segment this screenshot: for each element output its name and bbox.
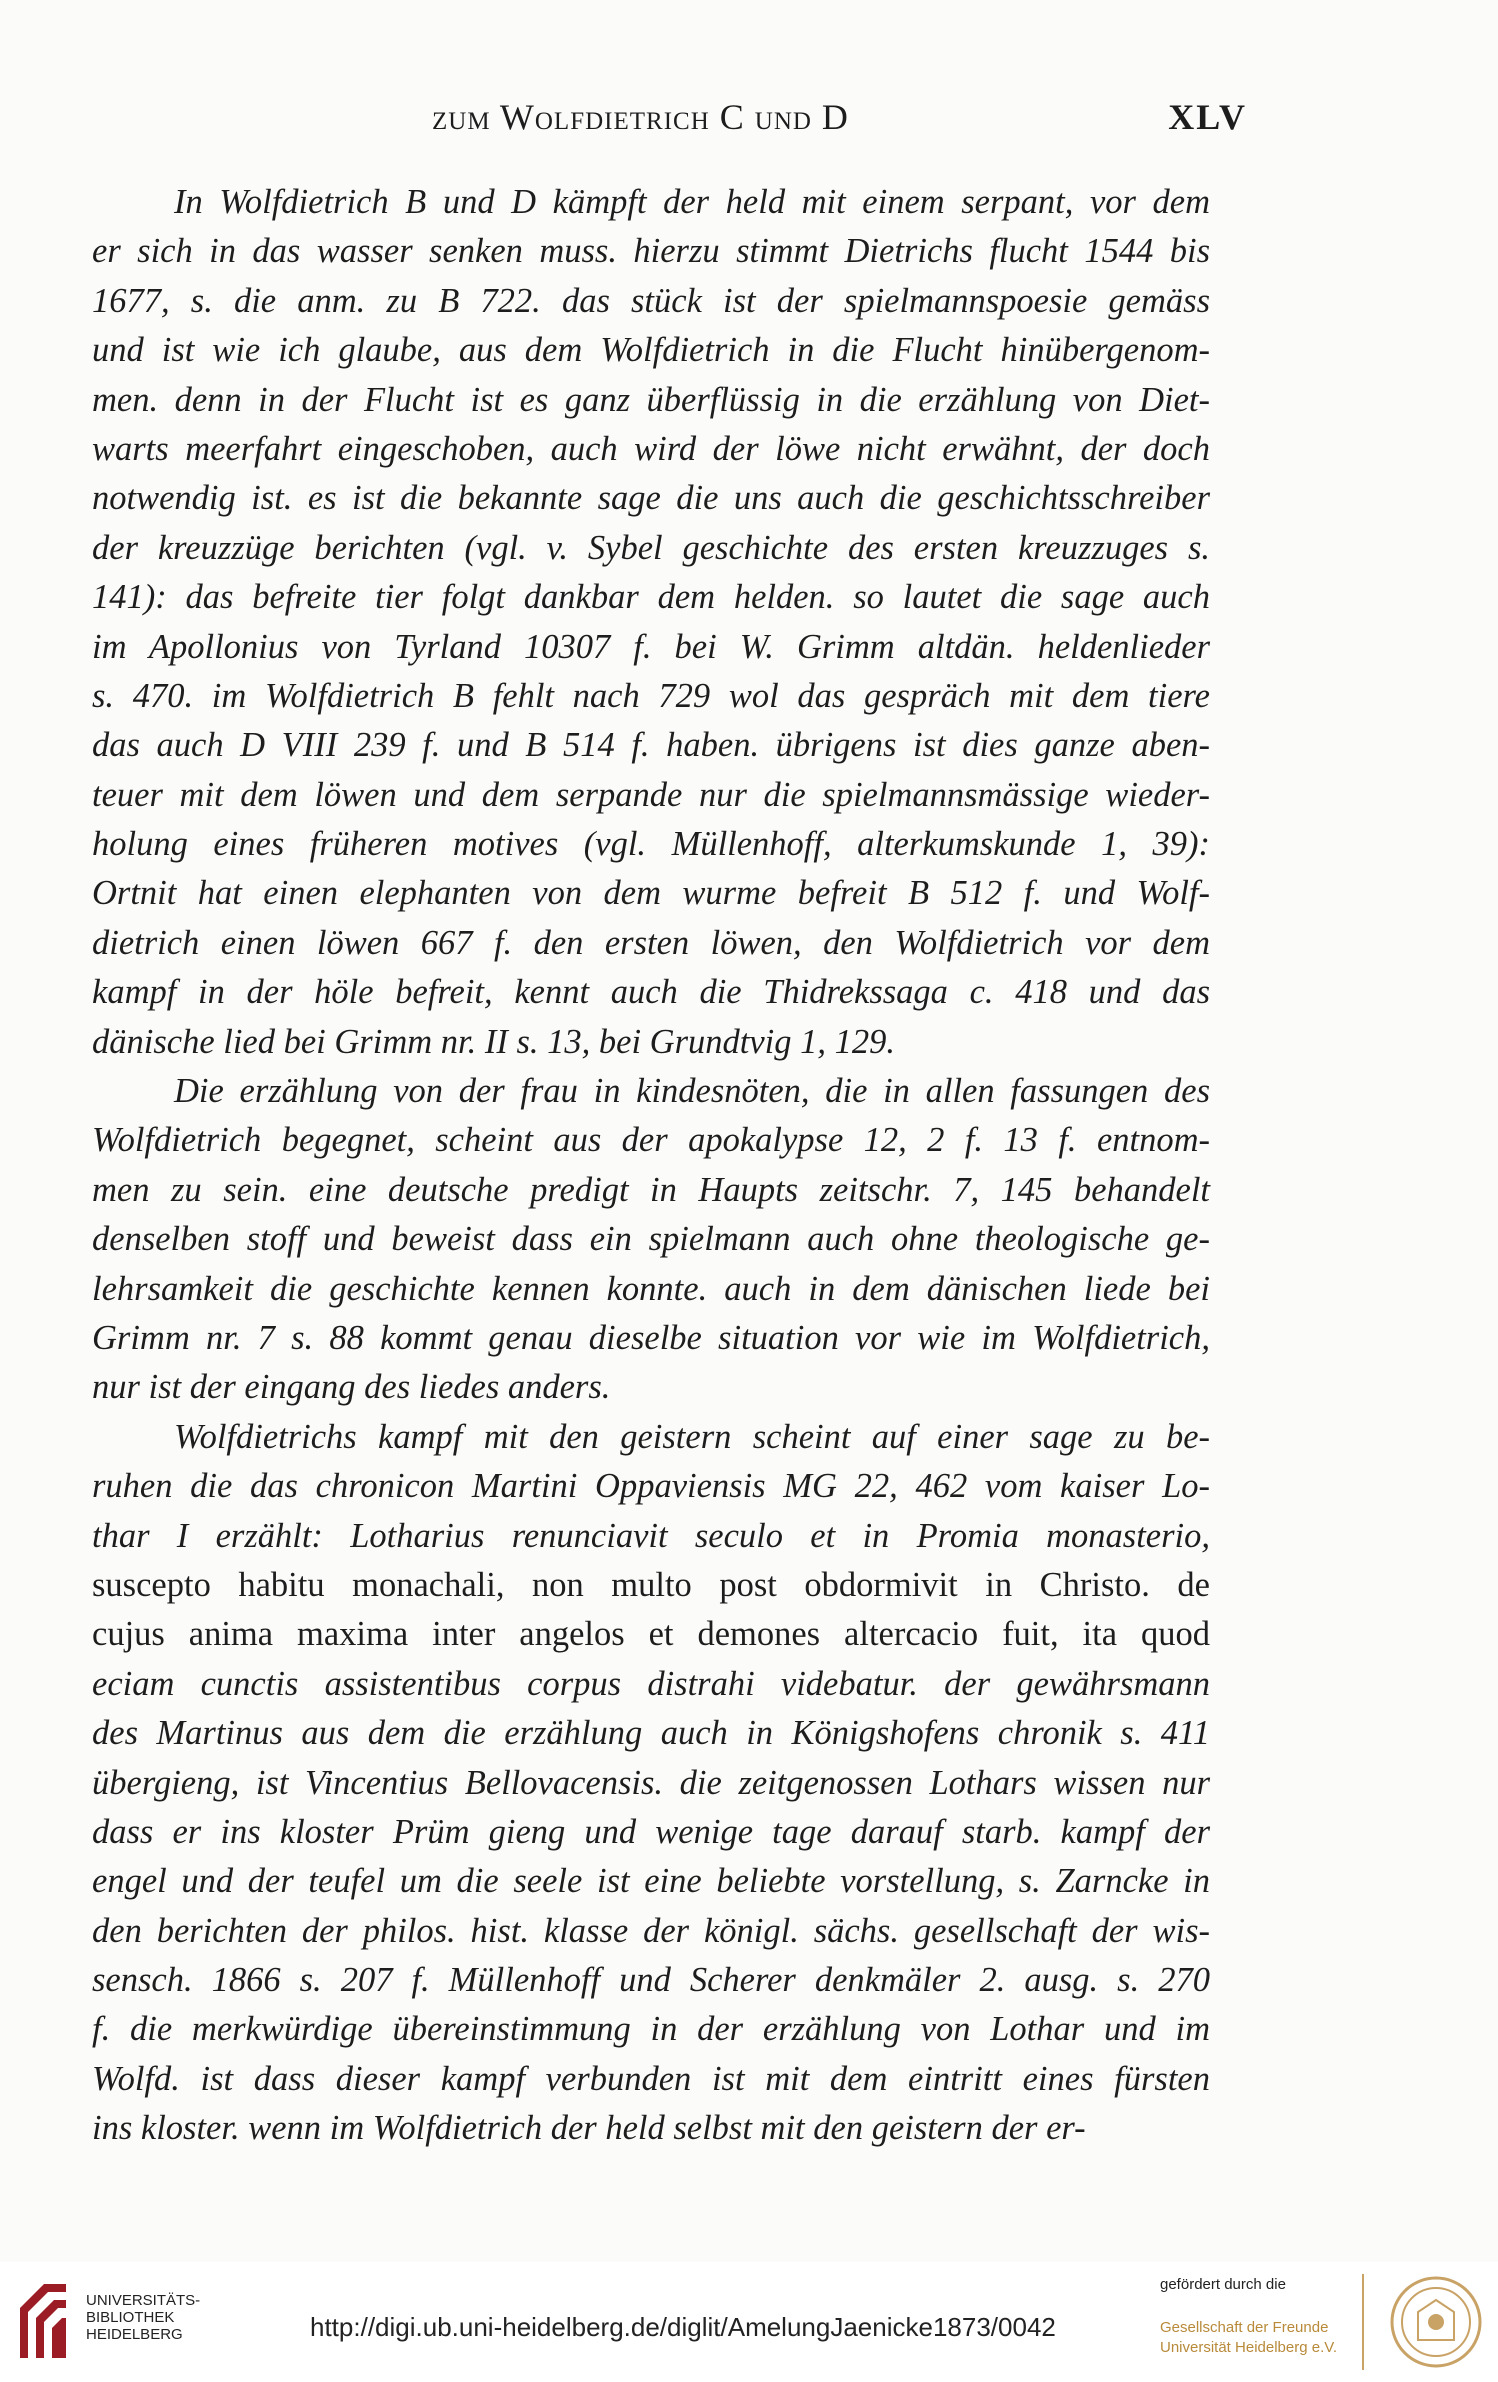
text-line: notwendig ist. es ist die bekannte sage die uns auch die geschichtsschreiber [92,479,1210,518]
paragraph [92,178,1210,1067]
text-line: eciam cunctis assistentibus corpus distrahi videbatur. der gewährsmann [92,1664,1210,1703]
running-title: zum Wolfdietrich C und D [432,97,849,137]
text-line: er sich in das wasser senken muss. hierzu stimmt Dietrichs flucht 1544 bis [92,232,1210,271]
paragraph [92,1067,1210,1413]
text-line: s. 470. im Wolfdietrich B fehlt nach 729 wol das gespräch mit dem tiere [92,676,1210,715]
text-line: Die erzählung von der frau in kindesnöten, die in allen fassungen des [174,1072,1210,1111]
text-line: 1677, s. die anm. zu B 722. das stück ist der spielmannspoesie gemäss [92,281,1210,320]
text-line: im Apollonius von Tyrland 10307 f. bei W. Grimm altdän. heldenlieder [92,627,1210,666]
university-seal-icon [1388,2274,1484,2370]
latin-text-line: cujus anima maxima inter angelos et demones altercacio fuit, ita quod [92,1615,1210,1654]
sponsor-name: Gesellschaft der Freunde Universität Heidelberg e.V. [1160,2319,1338,2356]
text-line: men zu sein. eine deutsche predigt in Haupts zeitschr. 7, 145 behandelt [92,1170,1210,1209]
text-line: holung eines früheren motives (vgl. Müllenhoff, alterkumskunde 1, 39): [92,825,1210,864]
text-line: Wolfdietrich begegnet, scheint aus der apokalypse 12, 2 f. 13 f. entnom- [92,1121,1210,1160]
text-line: f. die merkwürdige übereinstimmung in der erzählung von Lothar und im [92,2010,1210,2049]
text-line: und ist wie ich glaube, aus dem Wolfdietrich in die Flucht hinübergenom- [92,331,1210,370]
text-line: Ortnit hat einen elephanten von dem wurme befreit B 512 f. und Wolf- [92,874,1210,913]
text-line: thar I erzählt: Lotharius renunciavit seculo et in Promia monasterio, [92,1516,1210,1555]
text-line: Wolfd. ist dass dieser kampf verbunden ist mit dem eintritt eines fürsten [92,2059,1210,2098]
paragraph [92,1413,1210,2154]
sponsor-note: gefördert durch die [1160,2276,1286,2293]
permalink[interactable]: http://digi.ub.uni-heidelberg.de/diglit/AmelungJaenicke1873/0042 [310,2312,1056,2342]
text-line: das auch D VIII 239 f. und B 514 f. haben. übrigens ist dies ganze aben- [92,726,1210,765]
library-name: UNIVERSITÄTS- BIBLIOTHEK HEIDELBERG [86,2292,201,2343]
text-line: ins kloster. wenn im Wolfdietrich der held selbst mit den geistern der er- [92,2109,1086,2148]
text-line: 141): das befreite tier folgt dankbar dem helden. so lautet die sage auch [92,578,1210,617]
text-line: dass er ins kloster Prüm gieng und wenige tage darauf starb. kampf der [92,1812,1210,1851]
text-line: übergieng, ist Vincentius Bellovacensis. die zeitgenossen Lothars wissen nur [92,1763,1210,1802]
text-line: denselben stoff und beweist dass ein spielmann auch ohne theologische ge- [92,1220,1210,1259]
text-line: nur ist der eingang des liedes anders. [92,1368,611,1407]
running-header [432,96,1247,146]
digitization-footer [0,2262,1498,2382]
page-number: XLV [1168,97,1247,137]
divider [1362,2274,1364,2370]
text-line: warts meerfahrt eingeschoben, auch wird der löwe nicht erwähnt, der doch [92,429,1210,468]
text-line: den berichten der philos. hist. klasse der königl. sächs. gesellschaft der wis- [92,1911,1210,1950]
text-line: Grimm nr. 7 s. 88 kommt genau dieselbe situation vor wie im Wolfdietrich, [92,1318,1210,1357]
text-line: teuer mit dem löwen und dem serpande nur die spielmannsmässige wieder- [92,775,1210,814]
text-line: der kreuzzüge berichten (vgl. v. Sybel geschichte des ersten kreuzzuges s. [92,528,1210,567]
text-line: dänische lied bei Grimm nr. II s. 13, bei Grundtvig 1, 129. [92,1022,896,1061]
latin-text-line: suscepto habitu monachali, non multo post obdormivit in Christo. de [92,1565,1210,1604]
text-line: engel und der teufel um die seele ist eine beliebte vorstellung, s. Zarncke in [92,1862,1210,1901]
text-line: kampf in der höle befreit, kennt auch die Thidrekssaga c. 418 und das [92,973,1210,1012]
text-line: ruhen die das chronicon Martini Oppaviensis MG 22, 462 vom kaiser Lo- [92,1467,1210,1506]
text-line: In Wolfdietrich B und D kämpft der held mit einem serpant, vor dem [174,183,1210,221]
body-text [92,178,1210,2154]
text-line: Wolfdietrichs kampf mit den geistern scheint auf einer sage zu be- [174,1417,1210,1456]
text-line: sensch. 1866 s. 207 f. Müllenhoff und Scherer denkmäler 2. ausg. s. 270 [92,1961,1210,2000]
library-logo-icon [14,2278,72,2364]
text-line: lehrsamkeit die geschichte kennen konnte. auch in dem dänischen liede bei [92,1269,1210,1308]
text-line: dietrich einen löwen 667 f. den ersten löwen, den Wolfdietrich vor dem [92,923,1210,962]
text-line: men. denn in der Flucht ist es ganz überflüssig in die erzählung von Diet- [92,380,1210,419]
text-line: des Martinus aus dem die erzählung auch in Königshofens chronik s. 411 [92,1714,1210,1753]
